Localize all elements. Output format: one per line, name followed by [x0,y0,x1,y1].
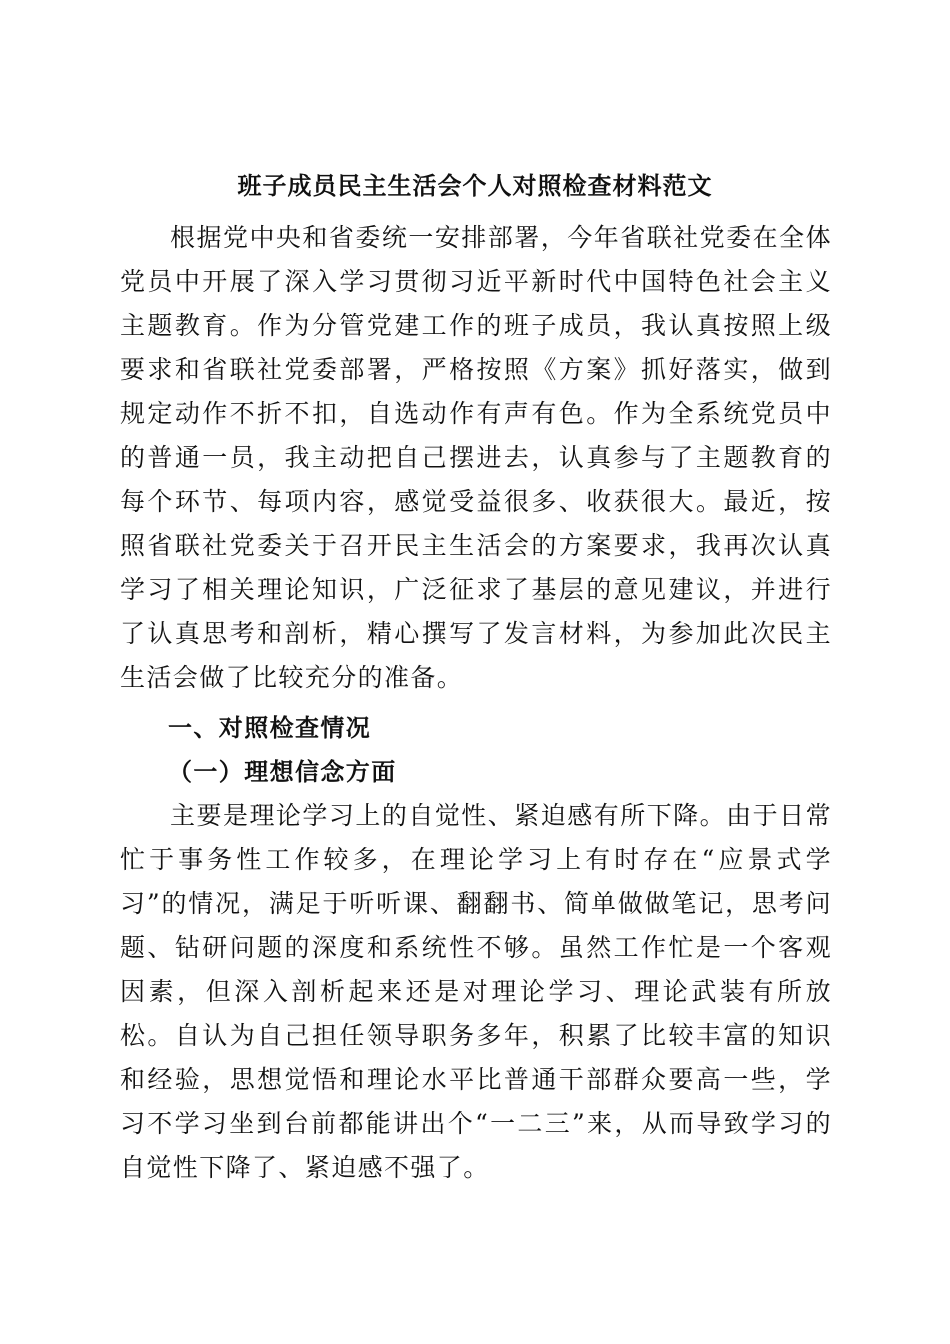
section-heading: 一、对照检查情况 [168,714,372,742]
document-title: 班子成员民主生活会个人对照检查材料范文 [237,172,713,200]
intro-paragraph: 根据党中央和省委统一安排部署，今年省联社党委在全体党员中开展了深入学习贯彻习近平新时代中国特色社会主义主题教育。作为分管党建工作的班子成员，我认真按照上级要求和省联社党委部署，严格按照《方案》抓好落实，做到规定动作不折不扣，自选动作有声有色。作为全系统党员中的普通一员，我主动把自己摆进去，认真参与了主题教育的每个环节、每项内容，感觉受益很多、收获很大。最近，按照省联社党委关于召开民主生活会的方案要求，我再次认真学习了相关理论知识，广泛征求了基层的意见建议，并进行了认真思考和剖析，精心撰写了发言材料，为参加此次民主生活会做了比较充分的准备。 [120,223,832,692]
subsection-heading: （一）理想信念方面 [168,758,397,786]
subsection-paragraph: 主要是理论学习上的自觉性、紧迫感有所下降。由于日常忙于事务性工作较多，在理论学习上有时存在“应景式学习”的情况，满足于听听课、翻翻书、简单做做笔记，思考问题、钻研问题的深度和系统性不够。虽然工作忙是一个客观因素，但深入剖析起来还是对理论学习、理论武装有所放松。自认为自己担任领导职务多年，积累了比较丰富的知识和经验，思想觉悟和理论水平比普通干部群众要高一些，学习不学习坐到台前都能讲出个“一二三”来，从而导致学习的自觉性下降了、紧迫感不强了。 [120,801,832,1182]
